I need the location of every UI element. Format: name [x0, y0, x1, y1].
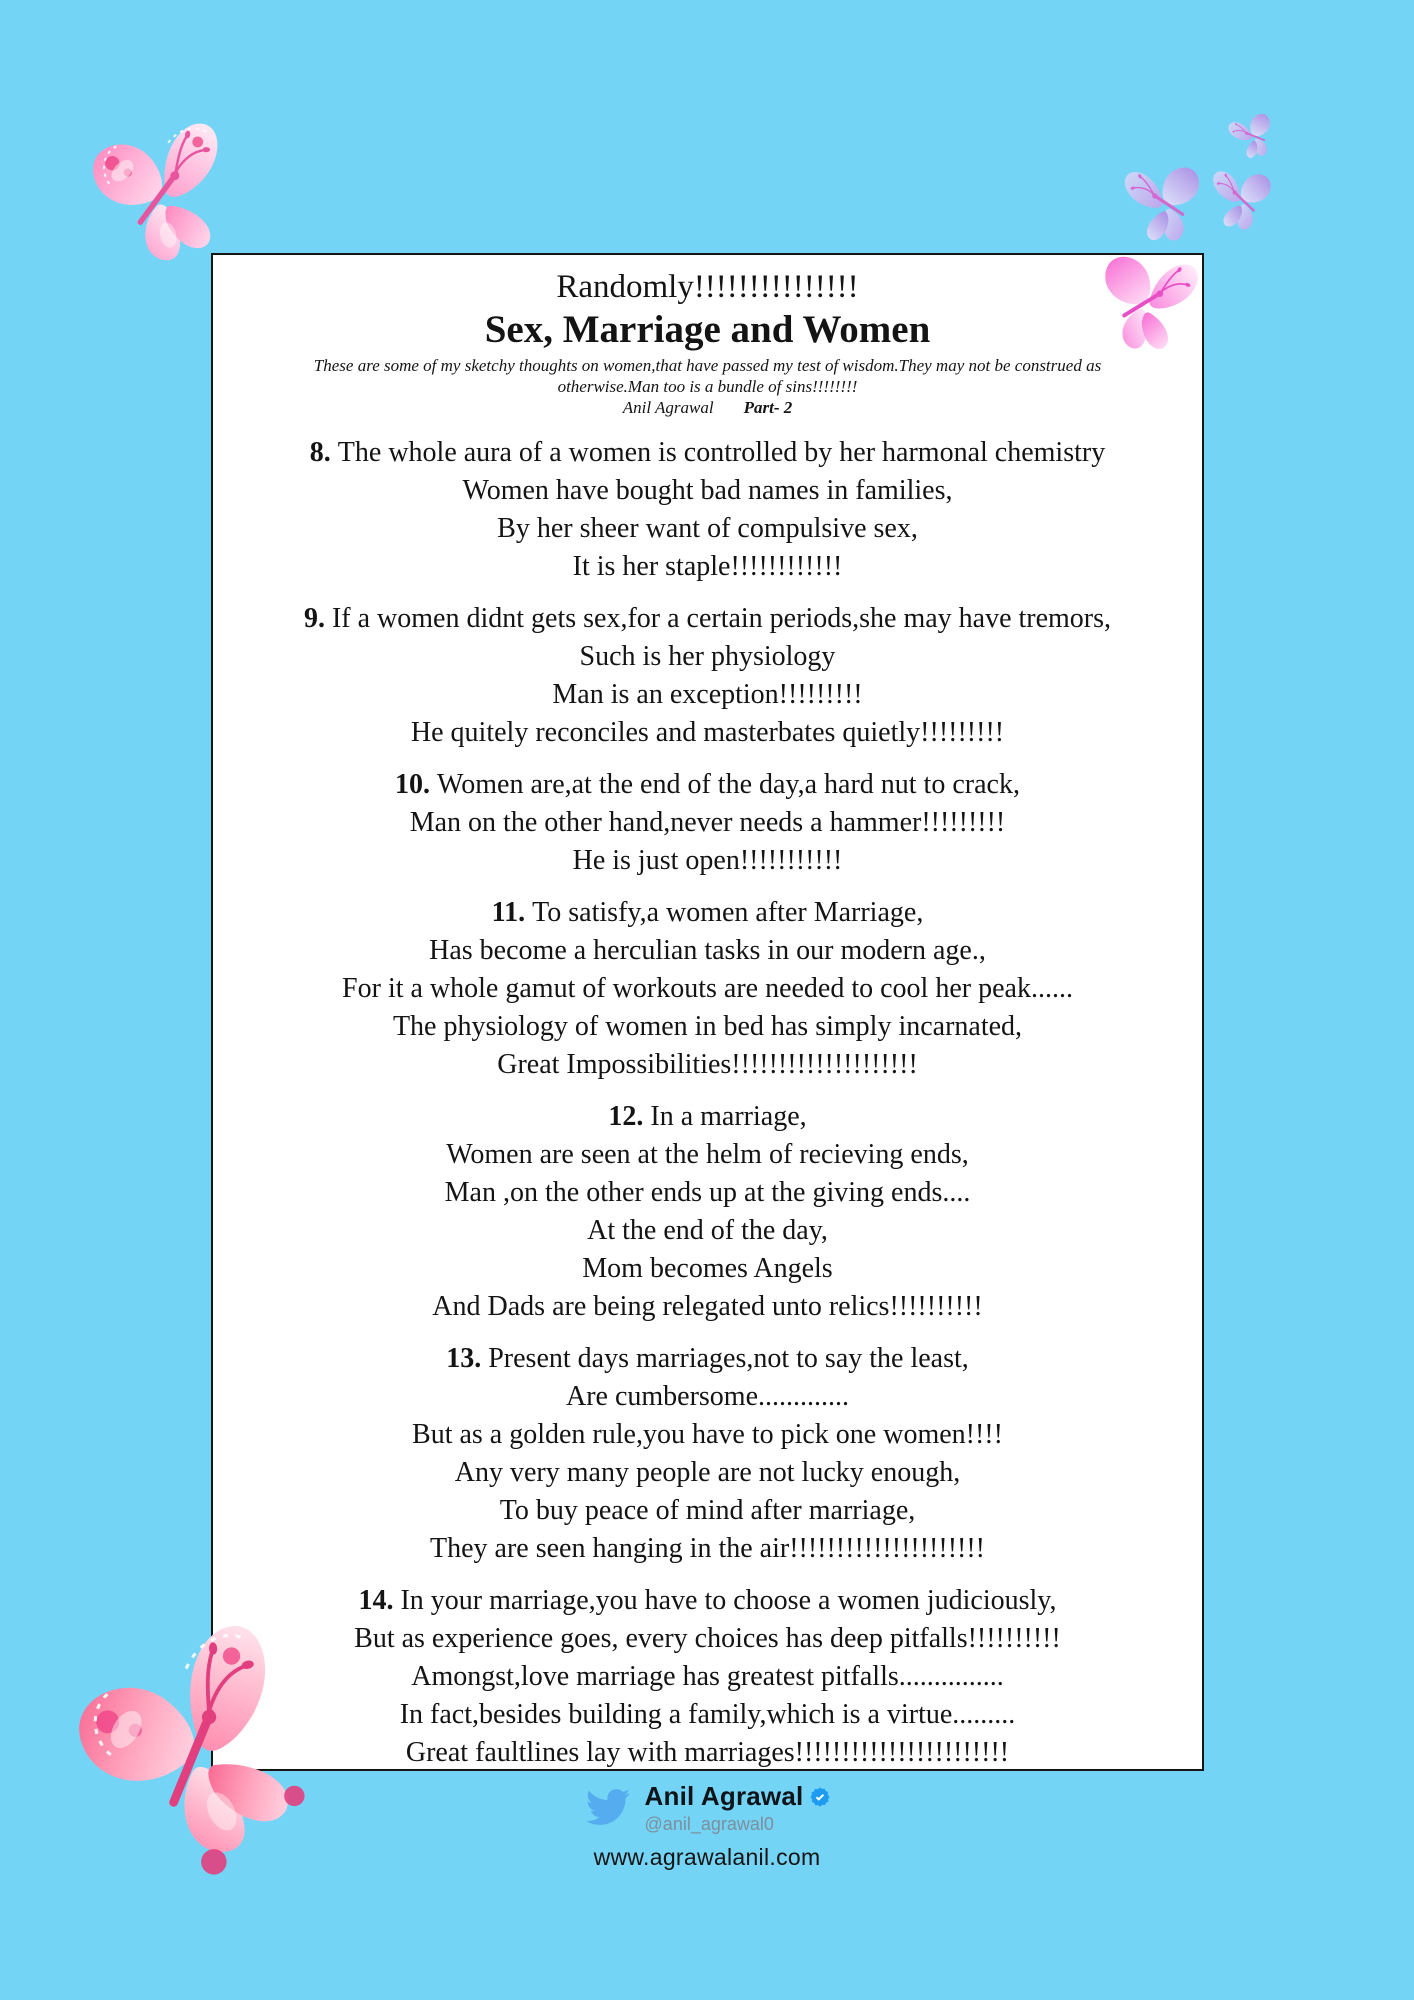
poem-line: Great faultlines lay with marriages!!!!!!!!!!!!!!!!!!!!!!! — [405, 1737, 1010, 1768]
poem-line: Are cumbersome............. — [565, 1381, 850, 1412]
poem-item — [213, 1098, 1202, 1326]
twitter-bird-icon — [583, 1785, 633, 1829]
poem-line: They are seen hanging in the air!!!!!!!!!!!!!!!!!!!!! — [430, 1533, 985, 1564]
poem-item — [213, 1340, 1202, 1568]
part-label: Part- 2 — [743, 398, 793, 417]
poem-line: By her sheer want of compulsive sex, — [497, 513, 918, 544]
poem-line: It is her staple!!!!!!!!!!!! — [572, 551, 843, 582]
subtitle-line-2: otherwise.Man too is a bundle of sins!!!!!!!! — [557, 377, 858, 396]
poem-line: Man is an exception!!!!!!!!! — [552, 679, 863, 710]
item-number: 11. — [491, 897, 533, 928]
document-card — [211, 253, 1204, 1771]
poem-line: For it a whole gamut of workouts are needed to cool her peak...... — [342, 973, 1073, 1004]
poem-list — [213, 434, 1202, 1771]
account-handle: @anil_agrawal0 — [644, 1814, 774, 1834]
poem-line: But as a golden rule,you have to pick one women!!!! — [412, 1419, 1003, 1450]
poem-line: Such is her physiology — [579, 641, 836, 672]
website-url: www.agrawalanil.com — [593, 1844, 821, 1870]
poem-line: 13. Present days marriages,not to say the least, — [446, 1343, 969, 1374]
poem-line: He is just open!!!!!!!!!!! — [572, 845, 843, 876]
poem-line: 8. The whole aura of a women is controlled by her harmonal chemistry — [309, 437, 1106, 468]
poem-line: 9. If a women didnt gets sex,for a certain periods,she may have tremors, — [303, 603, 1112, 634]
page-title: Randomly!!!!!!!!!!!!!!! — [556, 269, 859, 305]
butterfly-purple-medium-icon — [1200, 162, 1285, 239]
poem-line: 12. In a marriage, — [608, 1101, 807, 1132]
poem-line: 11. To satisfy,a women after Marriage, — [491, 897, 924, 928]
poem-item — [213, 894, 1202, 1084]
poem-line: 14. In your marriage,you have to choose a women judiciously, — [358, 1585, 1057, 1616]
author-name: Anil Agrawal — [622, 398, 714, 417]
butterfly-purple-large-icon — [1115, 150, 1217, 259]
poem-item — [213, 434, 1202, 586]
item-number: 10. — [395, 769, 438, 800]
poem-line: Man ,on the other ends up at the giving ends.... — [444, 1177, 971, 1208]
author-line — [213, 397, 1202, 419]
poem-line: Has become a herculian tasks in our modern age., — [429, 935, 986, 966]
poem-line: To buy peace of mind after marriage, — [499, 1495, 916, 1526]
poem-line: Any very many people are not lucky enough, — [454, 1457, 961, 1488]
main-title: Sex, Marriage and Women — [484, 308, 931, 351]
item-number: 8. — [309, 437, 338, 468]
poem-line: At the end of the day, — [587, 1215, 828, 1246]
poem-line: In fact,besides building a family,which is a virtue......... — [399, 1699, 1016, 1730]
poem-line: Man on the other hand,never needs a hammer!!!!!!!!! — [409, 807, 1006, 838]
account-name: Anil Agrawal — [644, 1781, 804, 1811]
poem-line: But as experience goes, every choices has deep pitfalls!!!!!!!!!! — [354, 1623, 1061, 1654]
poem-line: He quitely reconciles and masterbates quietly!!!!!!!!! — [410, 717, 1005, 748]
subtitle-line-1: These are some of my sketchy thoughts on women,that have passed my test of wisdom.They may not be construed as — [313, 356, 1102, 375]
poem-line: And Dads are being relegated unto relics!!!!!!!!!! — [432, 1291, 983, 1322]
poem-line: Mom becomes Angels — [582, 1253, 833, 1284]
butterfly-purple-small-icon — [1220, 99, 1289, 174]
poem-line: The physiology of women in bed has simply incarnated, — [392, 1011, 1023, 1042]
item-number: 9. — [303, 603, 332, 634]
verified-badge-icon — [809, 1786, 831, 1808]
poem-line: Women have bought bad names in families, — [462, 475, 953, 506]
twitter-attribution — [0, 1781, 1414, 1835]
item-number: 12. — [608, 1101, 651, 1132]
poem-line: Amongst,love marriage has greatest pitfalls............... — [411, 1661, 1004, 1692]
poem-line: Great Impossibilities!!!!!!!!!!!!!!!!!!!! — [497, 1049, 918, 1080]
poem-line: 10. Women are,at the end of the day,a hard nut to crack, — [395, 769, 1020, 800]
footer — [0, 1781, 1414, 1871]
item-number: 14. — [358, 1585, 401, 1616]
poem-line: Women are seen at the helm of recieving ends, — [446, 1139, 969, 1170]
poem-item — [213, 600, 1202, 752]
subtitle — [213, 355, 1202, 397]
item-number: 13. — [446, 1343, 489, 1374]
poem-item — [213, 766, 1202, 880]
poem-item — [213, 1582, 1202, 1771]
